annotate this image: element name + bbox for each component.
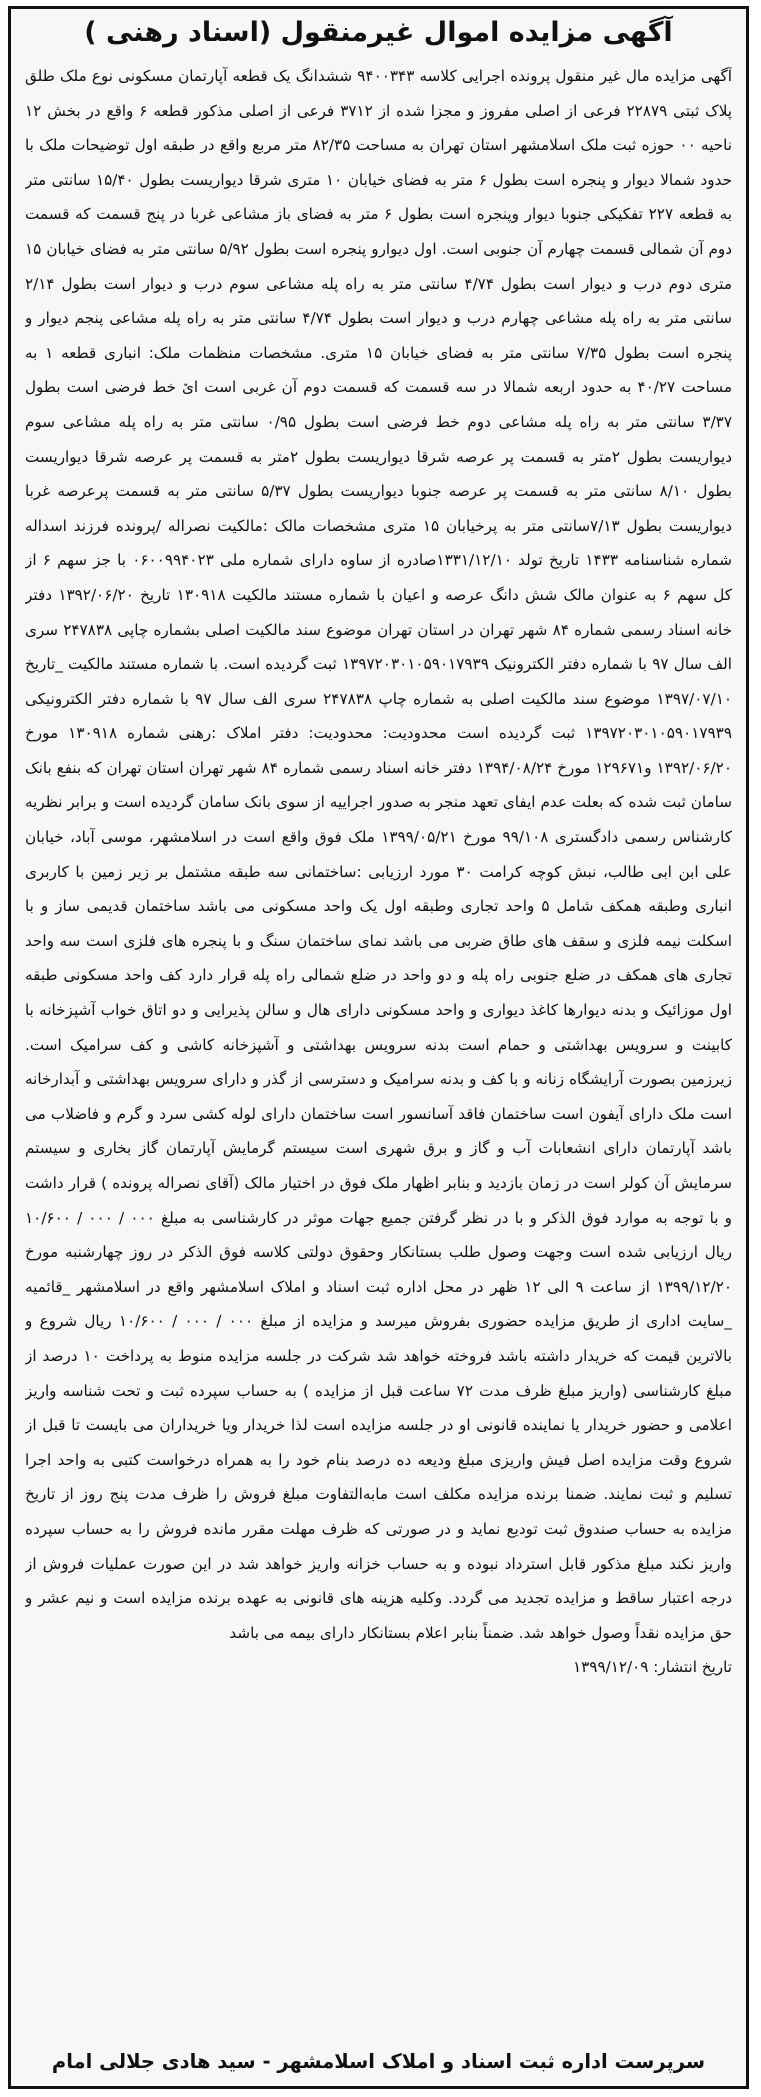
publish-date: تاریخ انتشار: ۱۳۹۹/۱۲/۰۹ xyxy=(572,1658,732,1677)
notice-title: آگهی مزایده اموال غیرمنقول (اسناد رهنی ) xyxy=(84,17,673,48)
notice-body-paragraph: آگهی مزایده مال غیر منقول پرونده اجرایی کلاسه ۹۴۰۰۳۴۳ ششدانگ یک قطعه آپارتمان مسکونی نوع ملک طلق پلاک ثبتی ۲۲۸۷۹ فرعی از اصلی مفروز و مجزا شده از ۳۷۱۲ فرعی از اصلی مذکور قطعه ۶ واقع در بخش ۱۲ ناحیه ۰۰ حوزه ثبت ملک اسلامشهر استان تهران به مساحت ۸۲/۳۵ متر مربع واقع در طبقه اول توضیحات ملک با حدود شمالا دیوار و پنجره است بطول ۶ متر به فضای خیابان ۱۰ متری شرقا دیواریست بطول ۱۵/۴۰ سانتی متر به قطعه ۲۲۷ تفکیکی جنوبا دیوار وپنجره است بطول ۶ متر به فضای باز مشاعی غربا در پنج قسمت که قسمت دوم آن شمالی قسمت چهارم آن جنوبی است. اول دیوارو پنجره است بطول ۵/۹۲ سانتی متر به فضای خیابان ۱۵ متری دوم درب و دیوار است بطول ۴/۷۴ سانتی متر به راه پله مشاعی سوم درب و دیوار است بطول ۲/۱۴ سانتی متر به راه پله مشاعی چهارم درب و دیوار است بطول ۴/۷۴ سانتی متر به راه پله مشاعی پنجم دیوار و پنجره است بطول ۷/۳۵ سانتی متر به فضای خیابان ۱۵ متری. مشخصات منظمات ملک: انباری قطعه ۱ به مساحت ۴۰/۲۷ به حدود اربعه شمالا در سه قسمت که قسمت دوم آن غربی است اێ خط فرضی است بطول ۳/۳۷ سانتی متر به راه پله مشاعی دوم خط فرضی است بطول ۰/۹۵ سانتی متر به راه پله مشاعی سوم دیواریست بطول ۲متر به قسمت پر عرصه شرقا دیواریست بطول ۲متر به قسمت پر عرصه شرقا دیواریست بطول ۸/۱۰ سانتی متر به قسمت پر عرصه جنوبا دیواریست بطول ۵/۳۷ سانتی متر به قسمت پرعرصه غربا دیواریست بطول ۷/۱۳سانتی متر به پرخیابان ۱۵ متری مشخصات مالک :مالکیت نصراله /پرونده فرزند اسداله شماره شناسنامه ۱۴۳۳ تاریخ تولد ۱۳۳۱/۱۲/۱۰صادره از ساوه دارای شماره ملی ۰۶۰۰۹۹۴۰۲۳ با جز سهم ۶ از کل سهم ۶ به عنوان مالک شش دانگ عرصه و اعیان با شماره مستند مالکیت ۱۳۰۹۱۸ تاریخ ۱۳۹۲/۰۶/۲۰ دفتر خانه اسناد رسمی شماره ۸۴ شهر تهران در استان تهران موضوع سند مالکیت اصلی بشماره چاپی ۲۴۷۸۳۸ سری الف سال ۹۷ با شماره دفتر الکترونیک ۱۳۹۷۲۰۳۰۱۰۵۹۰۱۷۹۳۹ ثبت گردیده است. با شماره مستند مالکیت _تاریخ ۱۳۹۷/۰۷/۱۰ موضوع سند مالکیت اصلی به شماره چاپ ۲۴۷۸۳۸ سری الف سال ۹۷ با شماره دفتر الکترونیکی ۱۳۹۷۲۰۳۰۱۰۵۹۰۱۷۹۳۹ ثبت گردیده است محدودیت: محدودیت: دفتر املاک :رهنی شماره ۱۳۰۹۱۸ مورخ ۱۳۹۲/۰۶/۲۰ و۱۲۹۶۷۱ مورخ ۱۳۹۴/۰۸/۲۴ دفتر خانه اسناد رسمی شماره ۸۴ شهر تهران استان تهران که بنفع بانک سامان ثبت شده که بعلت عدم ایفای تعهد منجر به صدور اجراییه از سوی بانک سامان گردیده است و برابر نظریه کارشناس رسمی دادگستری ۹۹/۱۰۸ مورخ ۱۳۹۹/۰۵/۲۱ ملک فوق واقع است در اسلامشهر، موسی آباد، خیابان علی ابن ابی طالب، نبش کوچه کرامت ۳۰ مورد ارزیابی :ساختمانی سه طبقه مشتمل بر زیر زمین با کاربری انباری وطبقه همکف شامل ۵ واحد تجاری وطبقه اول یک واحد مسکونی می باشد ساختمان قدیمی ساز و با اسکلت نیمه فلزی و سقف های طاق ضربی می باشد نمای ساختمان سنگ و با پنجره های فلزی است سه واحد تجاری های همکف در ضلع جنوبی راه پله و دو واحد در ضلع شمالی راه پله قرار دارد کف واحد مسکونی طبقه اول موزائیک و بدنه دیوارها کاغذ دیواری و واحد مسکونی دارای هال و سالن پذیرایی و دو اتاق خواب آشپزخانه با کابینت و سرویس بهداشتی و حمام است بدنه سرویس بهداشتی و آشپزخانه کاشی و کف سرامیک است. زیرزمین بصورت آرایشگاه زنانه و با کف و بدنه سرامیک و دسترسی از گذر و دارای سرویس بهداشتی و آبدارخانه است ملک دارای آیفون است ساختمان فاقد آسانسور است ساختمان دارای لوله کشی سرد و گرم و فاضلاب می باشد آپارتمان دارای انشعابات آب و گاز و برق شهری است سیستم گرمایش آپارتمان گاز بخاری و سیستم سرمایش آن کولر است در زمان بازدید و بنابر اظهار ملک فوق در اختیار مالک (آقای نصراله پرونده ) قرار داشت و با توجه به موارد فوق الذکر و با در نظر گرفتن جمیع جهات موثر در کارشناسی به مبلغ ۰۰۰ / ۰۰۰ / ۱۰/۶۰۰ ریال ارزیابی شده است وجهت وصول طلب بستانکار وحقوق دولتی کلاسه فوق الذکر در روز چهارشنبه مورخ ۱۳۹۹/۱۲/۲۰ از ساعت ۹ الی ۱۲ ظهر در محل اداره ثبت اسناد و املاک اسلامشهر واقع در اسلامشهر _قائمیه _سایت اداری از طریق مزایده حضوری بفروش میرسد و مزایده از مبلغ ۰۰۰ / ۰۰۰ / ۱۰/۶۰۰ ریال شروع و بالاترین قیمت که خریدار داشته باشد فروخته خواهد شد شرکت در جلسه مزایده منوط به پرداخت ۱۰ درصد از مبلغ کارشناسی (واریز مبلغ ظرف مدت ۷۲ ساعت قبل از مزایده ) به حساب سپرده ثبت و تحت شناسه واریز اعلامی و حضور خریدار یا نماینده قانونی او در جلسه مزایده است لذا خریدار ویا خریداران می بایست تا قبل از شروع وقت مزایده اصل فیش واریزی مبلغ ودیعه ده درصد بنام خود را به همراه درخواست کتبی به واحد اجرا تسلیم و ثبت نمایند. ضمنا برنده مزایده مکلف است مابه‌التفاوت مبلغ فروش را ظرف مدت پنج روز از تاریخ مزایده به حساب صندوق ثبت تودیع نماید و در صورتی که ظرف مهلت مقرر مانده فروش را به حساب سپرده واریز نکند مبلغ مذکور قابل استرداد نبوده و به حساب خزانه واریز خواهد شد در این صورت عملیات فروش از درجه اعتبار ساقط و مزایده تجدید می گردد. وکلیه هزینه های قانونی به عهده برنده مزایده است و نیم عشر و حق مزایده نقداً وصول خواهد شد. ضمناً بنابر اعلام بستانکار دارای بیمه می باشد xyxy=(25,67,732,1642)
notice-frame xyxy=(8,6,749,2089)
notice-body xyxy=(25,59,732,1979)
notice-signature: سرپرست اداره ثبت اسناد و املاک اسلامشهر - سید هادی جلالی امام xyxy=(51,2050,706,2073)
